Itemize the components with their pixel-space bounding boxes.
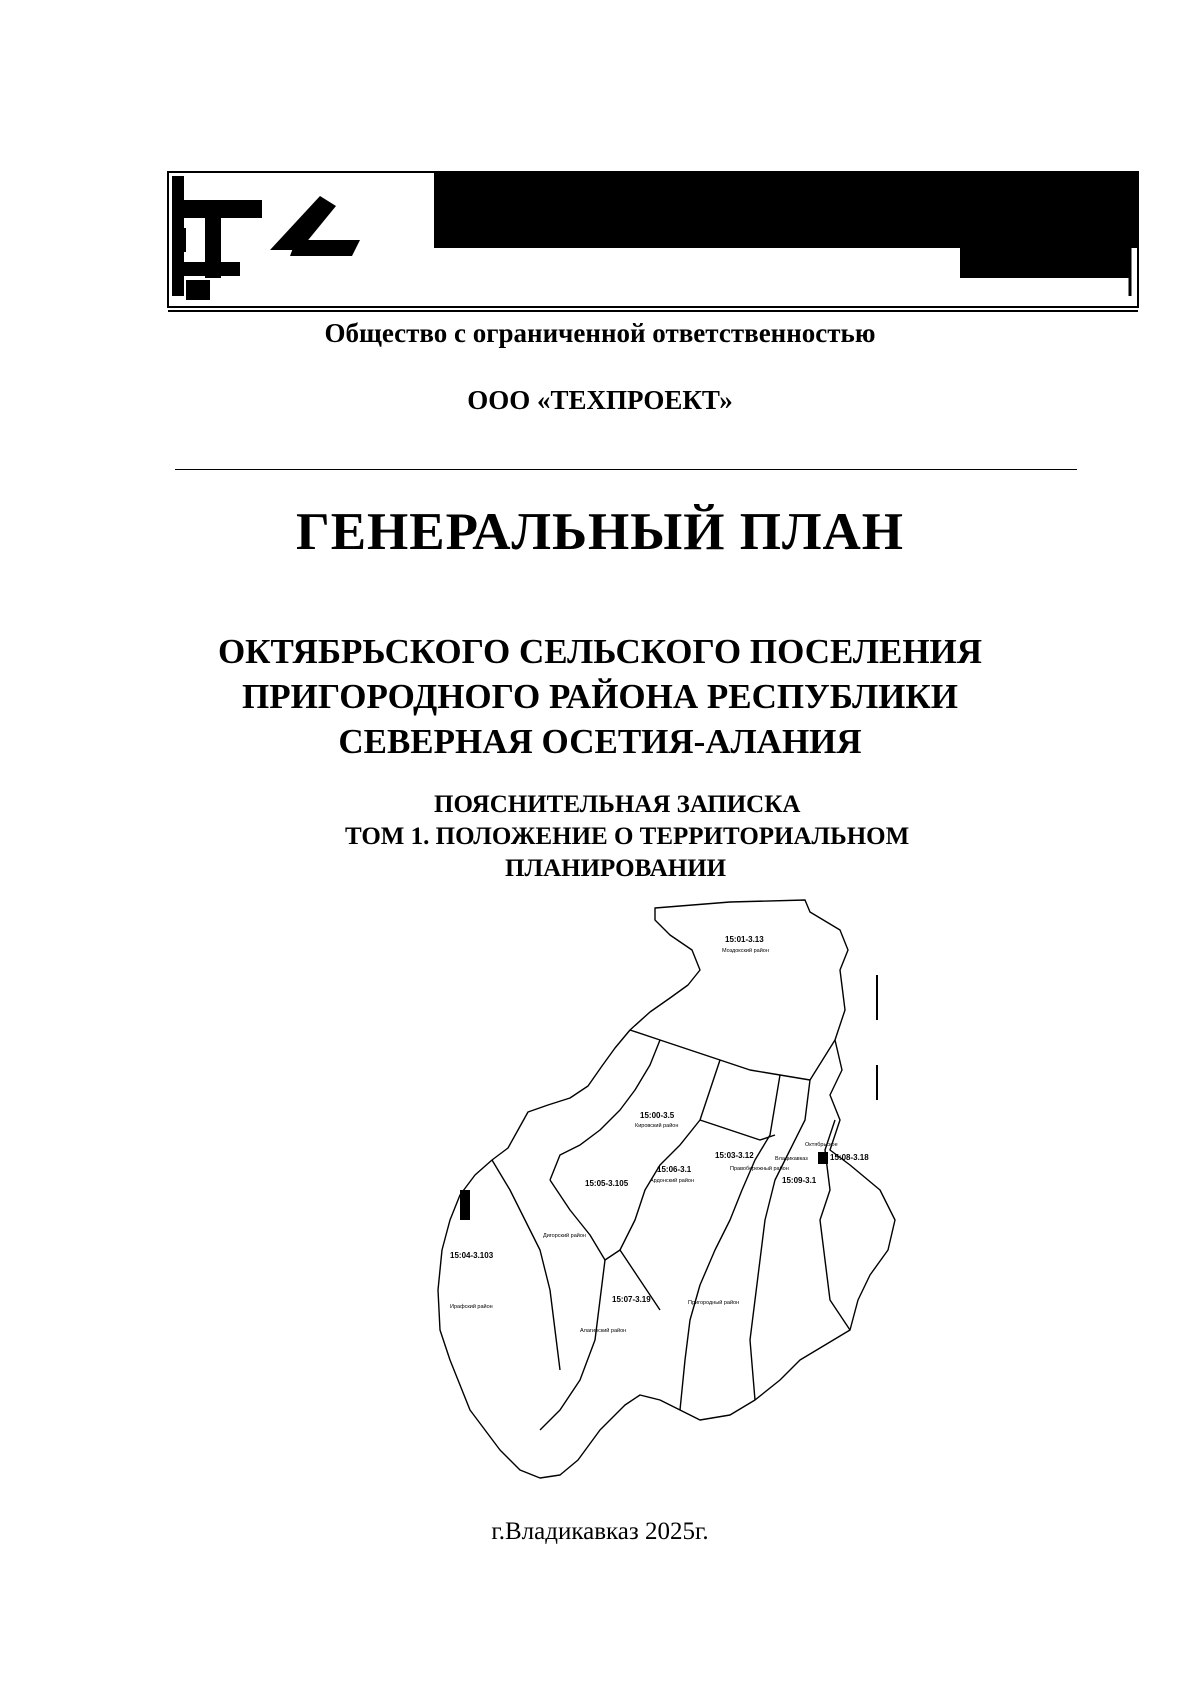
place-date: г.Владикавказ 2025г. (491, 1518, 709, 1545)
subtitle-line: ОКТЯБРЬСКОГО СЕЛЬСКОГО ПОСЕЛЕНИЯ (217, 632, 983, 671)
divider-line (175, 469, 1077, 470)
logo-banner-graphic (0, 0, 1200, 330)
region-map-graphic (430, 890, 900, 1490)
district-name: Моздокский район (722, 948, 769, 954)
subtitle-line: ПРИГОРОДНОГО РАЙОНА РЕСПУБЛИКИ (242, 677, 958, 716)
district-code: 15:04-3.103 (450, 1251, 494, 1260)
note-line-3: ПЛАНИРОВАНИИ (505, 855, 727, 882)
region-map (430, 890, 900, 1490)
district-code: 15:03-3.12 (715, 1151, 754, 1160)
district-name: Правобережный район (730, 1166, 789, 1172)
district-code: 15:09-3.1 (782, 1176, 817, 1185)
district-name: Владикавказ (775, 1156, 808, 1162)
district-code: 15:01-3.13 (725, 935, 764, 944)
header-banner (0, 0, 1200, 330)
district-code: 15:05-3.105 (585, 1179, 629, 1188)
document-title: ГЕНЕРАЛЬНЫЙ ПЛАН (295, 503, 904, 561)
district-name: Пригородный район (688, 1300, 740, 1306)
district-name: Дигорский район (543, 1233, 586, 1239)
note-line-2: ТОМ 1. ПОЛОЖЕНИЕ О ТЕРРИТОРИАЛЬНОМ (345, 823, 910, 850)
district-name: Алагирский район (580, 1328, 627, 1334)
organization-type: Общество с ограниченной ответственностью (324, 318, 876, 348)
district-code: 15:06-3.1 (657, 1165, 692, 1174)
settlement-marker-icon (818, 1152, 828, 1164)
district-name: Ирафский район (450, 1304, 493, 1310)
district-code: 15:08-3.18 (830, 1153, 869, 1162)
district-name: Ардонский район (650, 1178, 695, 1184)
note-line-1: ПОЯСНИТЕЛЬНАЯ ЗАПИСКА (434, 791, 801, 818)
district-name: Кировский район (635, 1123, 679, 1129)
district-name: Октябрьское (805, 1142, 838, 1148)
subtitle-line: СЕВЕРНАЯ ОСЕТИЯ-АЛАНИЯ (338, 722, 862, 761)
document-subtitle (0, 629, 1200, 764)
district-code: 15:00-3.5 (640, 1111, 675, 1120)
company-logo-icon (172, 176, 360, 300)
map-noise-mark (460, 1190, 470, 1220)
organization-name: ООО «ТЕХПРОЕКТ» (467, 385, 733, 415)
district-code: 15:07-3.19 (612, 1295, 651, 1304)
